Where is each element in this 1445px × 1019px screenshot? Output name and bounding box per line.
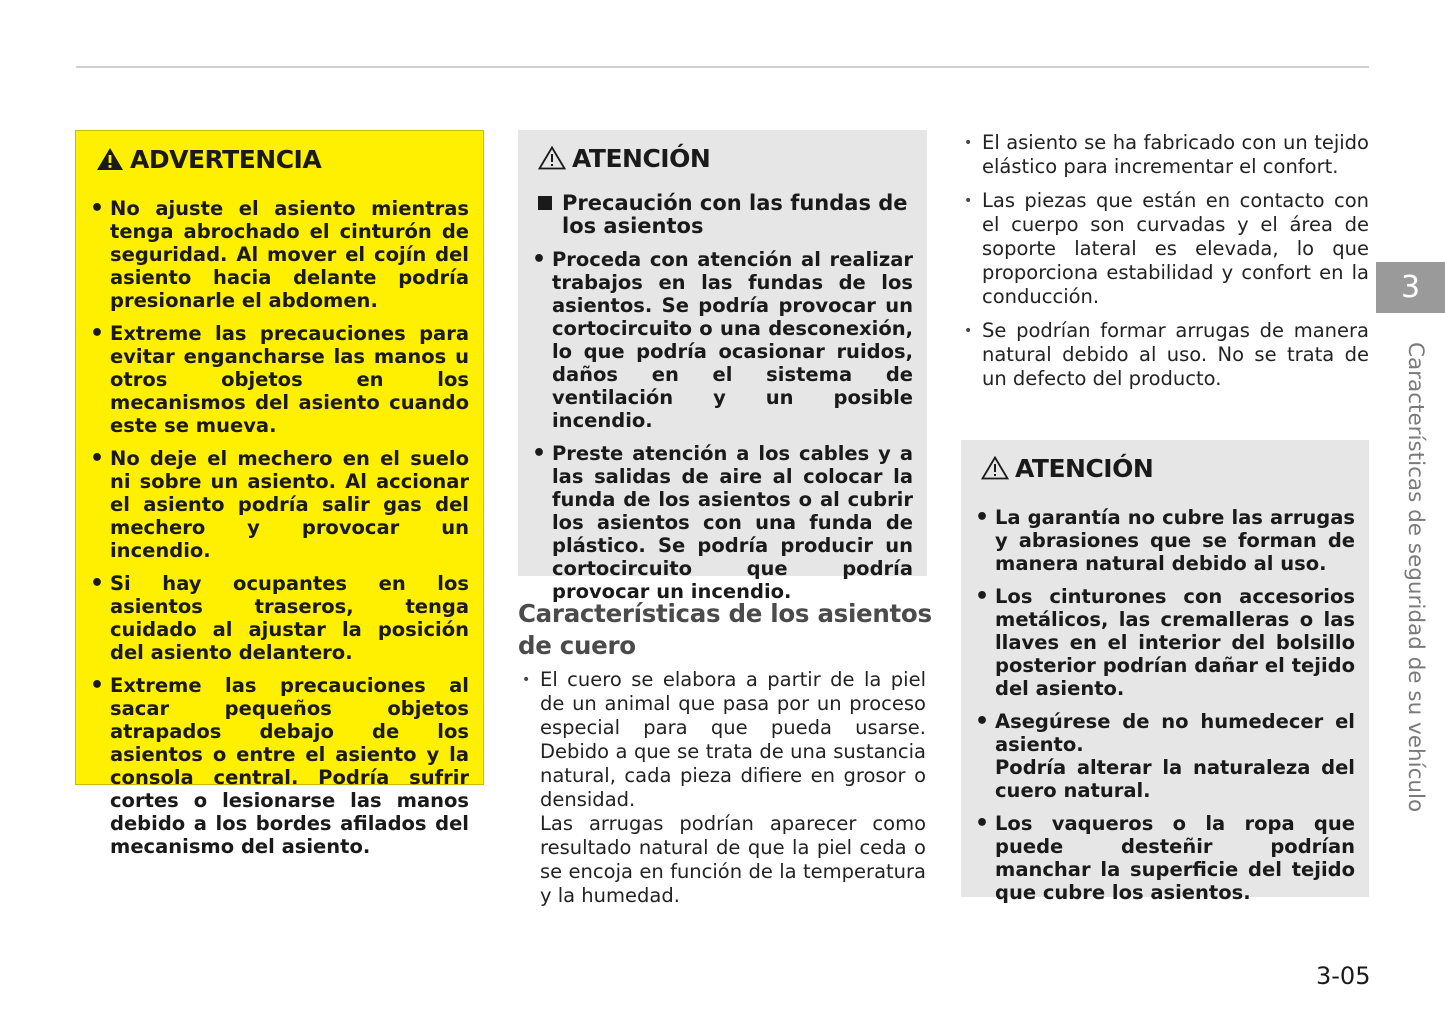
attention-title-text: ATENCIÓN xyxy=(572,143,711,173)
attention-text-main: Asegúrese de no humedecer el asiento. xyxy=(995,710,1355,756)
caution-triangle-icon xyxy=(981,455,1009,481)
list-item: • Los vaqueros o la ropa que puede desteñir podrían manchar la superficie del tejido que cubre los asientos. xyxy=(981,812,1355,904)
page-number: 3-05 xyxy=(1316,962,1371,990)
attention-box-seat-covers xyxy=(518,130,927,603)
attention-title xyxy=(981,452,1355,484)
warning-triangle-icon xyxy=(96,146,124,172)
warning-title xyxy=(96,143,469,175)
list-item: • Proceda con atención al realizar trabajos en las fundas de los asientos. Se podría provocar un cortocircuito o una desconexión, lo que podría ocasionar ruidos, daños en el sistema de ventilación y un posible incendio. xyxy=(538,248,913,432)
square-bullet-icon xyxy=(538,196,552,210)
attention-list xyxy=(981,506,1355,904)
list-item: • La garantía no cubre las arrugas y abrasiones que se forman de manera natural debido al uso. xyxy=(981,506,1355,575)
chapter-tab: 3 xyxy=(1376,262,1445,313)
list-item: • Si hay ocupantes en los asientos traseros, tenga cuidado al ajustar la posición del asiento delantero. xyxy=(96,572,469,664)
leather-text-main: El cuero se elabora a partir de la piel de un animal que pasa por un proceso especial para que pueda usarse. Debido a que se trata de una sustancia natural, cada pieza difiere en grosor o densidad. xyxy=(540,668,926,811)
attention-text-extra: Podría alterar la naturaleza del cuero natural. xyxy=(995,756,1355,802)
caution-triangle-icon xyxy=(538,145,566,171)
list-item xyxy=(981,710,1355,802)
list-item: • No ajuste el asiento mientras tenga abrochado el cinturón de seguridad. Al mover el cojín del asiento hacia delante podría presionarle el abdomen. xyxy=(96,197,469,312)
fabric-list xyxy=(962,131,1369,401)
list-item: • Se podrían formar arrugas de manera natural debido al uso. No se trata de un defecto del producto. xyxy=(962,319,1369,391)
attention-title xyxy=(538,142,913,174)
list-item: • Las piezas que están en contacto con el cuerpo son curvadas y el área de soporte lateral es elevada, lo que proporciona estabilidad y confort en la conducción. xyxy=(962,189,1369,309)
list-item: • No deje el mechero en el suelo ni sobre un asiento. Al accionar el asiento podría salir gas del mechero y provocar un incendio. xyxy=(96,447,469,562)
chapter-title-vertical: Características de seguridad de su vehículo xyxy=(1403,342,1428,813)
list-item: • Los cinturones con accesorios metálicos, las cremalleras o las llaves en el interior del bolsillo posterior podrían dañar el tejido del asiento. xyxy=(981,585,1355,700)
warning-title-text: ADVERTENCIA xyxy=(130,144,322,174)
list-item xyxy=(520,668,926,908)
top-divider xyxy=(76,66,1369,68)
attention-subheading xyxy=(538,192,913,238)
list-item: • El asiento se ha fabricado con un tejido elástico para incrementar el confort. xyxy=(962,131,1369,179)
warning-box xyxy=(75,130,484,858)
attention-title-text: ATENCIÓN xyxy=(1015,453,1154,483)
warning-list xyxy=(96,197,469,858)
list-item: • Extreme las precauciones para evitar engancharse las manos u otros objetos en los mecanismos del asiento cuando este se mueva. xyxy=(96,322,469,437)
attention-box-fabric xyxy=(961,440,1369,904)
leather-text-extra: Las arrugas podrían aparecer como resultado natural de que la piel ceda o se encoja en función de la temperatura y la humedad. xyxy=(540,812,926,907)
list-item: • Preste atención a los cables y a las salidas de aire al colocar la funda de los asientos o al cubrir los asientos con una funda de plástico. Se podría producir un cortocircuito que podría provocar un incendio. xyxy=(538,442,913,603)
section-heading-leather: Características de los asientos de cuero xyxy=(518,599,932,660)
attention-list xyxy=(538,248,913,603)
leather-list xyxy=(520,668,926,918)
list-item: • Extreme las precauciones al sacar pequeños objetos atrapados debajo de los asientos o entre el asiento y la consola central. Podría sufrir cortes o lesionarse las manos debido a los bordes afilados del mecanismo del asiento. xyxy=(96,674,469,858)
attention-subheading-text: Precaución con las fundas de los asientos xyxy=(562,191,908,238)
